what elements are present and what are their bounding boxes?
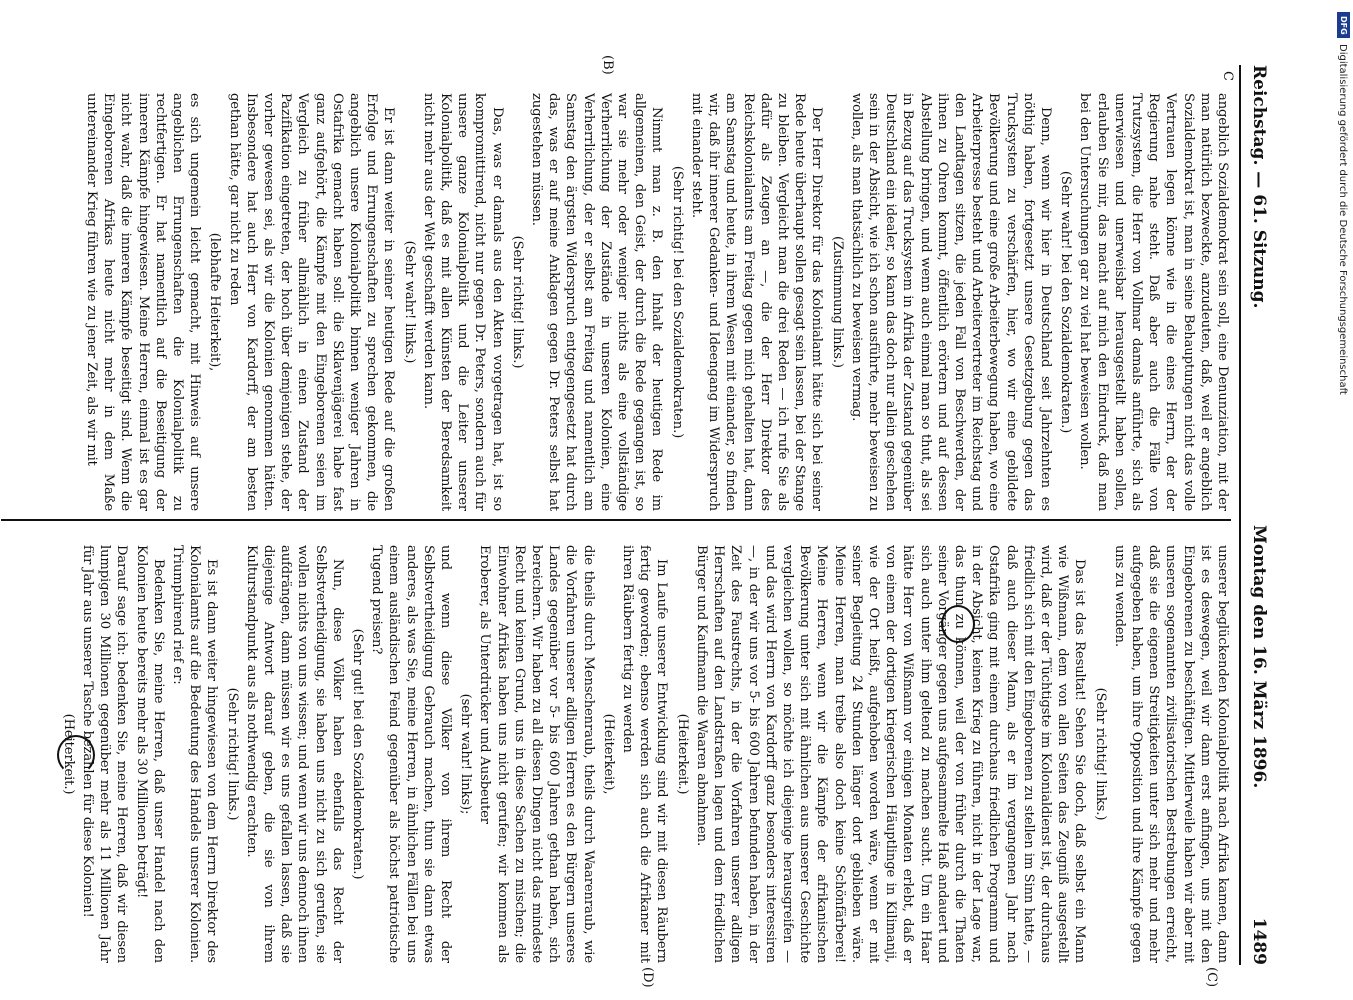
header-date: Montag den 16. März 1896. bbox=[1249, 525, 1269, 789]
interjection: (Sehr wahr! bei den Sozialdemokraten.) bbox=[1058, 170, 1074, 434]
interjection: (Sehr richtig! links.) bbox=[1092, 687, 1108, 821]
paragraph: Nun, diese Völker haben ebenfalls das Recht der Selbstvertheidigung, sie haben uns nicht zu sich gerufen, sie wollen nichts von uns wissen; und wenn wir uns dennoch ihnen aufdrängen, dann müssen wir es uns gefallen lassen, daß sie diejenige Antwort darauf geben, die sie von ihrem Kulturstandpunkt aus als nothwendig erachten. bbox=[243, 545, 345, 963]
interjection: (Zustimmung links.) bbox=[829, 236, 845, 368]
interjection: (Sehr richtig! links.) bbox=[224, 687, 240, 821]
margin-marker-d: (D) bbox=[640, 967, 655, 988]
margin-marker-top: C bbox=[1220, 71, 1235, 81]
paragraph: Er ist dann weiter in seiner heutigen Rede auf die großen Erfolge und Errungenschaften zu sprechen gekommen, die angeblich unsere Kolonialpolitik binnen weniger Jahren in Ostafrika gemacht haben soll: die Sklavenjägerei habe fast ganz aufgehört, die Kämpfe mit den Eingeborenen seien im Vergleich zu früher allmählich in einen Zustand der Pazifikation eingetreten, der hoch über demjenigen stehe, der vorher gewesen sei, als wir die Kolonien genommen hätten. Insbesondere hat auch Herr von Kardorff, der am besten gethan hätte, gar nicht zu reden bbox=[226, 93, 397, 511]
paragraph: Denn, wenn wir hier in Deutschland seit Jahrzehnten es nöthig haben, fortgesetzt unsere Gesetzgebung gegen das Trucksystem zu verschärfen, hier, wo wir eine gebildete Bevölkerung und eine große Arbeiterbewegung haben, wo eine Arbeiterpresse besteht und Arbeitervertreter im Reichstag und den Landtagen sitzen, die jeden Fall von Beschwerden, der ihnen zu Ohren kommt, öffentlich erörtern und auf dessen Abstellung bringen, und wenn auch einmal man so thut, als sei in Bezug auf das Trucksystem in Afrika der Zustand gegenüber Deutschland ein idealer, so kann das doch nur allein geschehen sein in der Absicht, wie ich schon ausführte, mehr beweisen zu wollen, als man thatsächlich zu beweisen vermag. bbox=[848, 93, 1053, 511]
margin-marker-c: (C) bbox=[1204, 967, 1219, 988]
column-divider bbox=[1, 519, 1231, 521]
interjection: (Heiterkeit.) bbox=[674, 713, 690, 795]
pen-mark-circle bbox=[941, 605, 975, 643]
paragraph: angeblich Sozialdemokrat sein soll, eine Denunziation, mit der man natürlich bezweckte, anzudeuten, daß, weil er angeblich Sozialdemokrat ist, man in seine Behauptungen nicht das volle Vertrauen legen könne wie in die eines Herrn, der der Regierung nahe steht. Daß aber auch die Fälle von Trutzsystem, die Herr von Vollmar damals anführte, sich als unerwiesen und unerweisbar herausgestellt haben sollen, erlauben Sie mir, das macht auf mich den Eindruck, daß man bei den Untersuchungen gar zu viel hat beweisen wollen. bbox=[1077, 93, 1230, 511]
paragraph: Es ist dann weiter hingewiesen von dem Herrn Direktor des Kolonialamts auf die Bedeutung des Handels unserer Kolonien. Triumphirend rief er: bbox=[170, 545, 220, 963]
paragraph: Der Herr Direktor für das Kolonialamt hätte sich bei seiner Rede heute überhaupt sollen gesagt sein lassen, bei der Stange zu bleiben. Vergleicht man die drei Reden — ich rufe Sie als dafür als Zeugen an —, die der Herr Direktor des Reichskolonialamts am Freitag gegen mich gehalten hat, dann am Samstag und heute, in ihrem Wesen mit einander, so finden wir, daß ihr innerer Gedanken- und Ideengang im Widerspruch mit einander steht. bbox=[688, 93, 825, 511]
paragraph: Im Laufe unserer Entwicklung sind wir mit diesen Räubern fertig geworden; ebenso werden sich auch die Afrikaner mit ihren Räubern fertig zu werden bbox=[620, 545, 670, 963]
paragraph: Darauf sage ich: bedenken Sie, meine Herren, daß wir diesen lumpigen 30 Millionen gegenüber mehr als 11 Millionen Jahr für Jahr aus unserer Tasche bezahlen für diese Kolonien! bbox=[80, 545, 130, 963]
paragraph: es sich ungemein leicht gemacht, mit Hinweis auf unsere angeblichen Errungenschaften die Kolonialpolitik zu rechtfertigen. Er hat namentlich auf die Beseitigung der inneren Kämpfe hingewiesen. Meine Herren, einmal ist es gar nicht wahr, daß die inneren Kämpfe beseitigt sind. Wenn die Eingeborenen Afrikas heute nicht mehr in dem Maße untereinander Krieg führen wie zu jener Zeit, als wir mit bbox=[84, 93, 203, 511]
paragraph: Das ist das Resultat! Sehen Sie doch, daß selbst ein Mann wie Wißmann, dem von allen Seiten das Zeugniß ausgestellt wird, daß er der Tüchtigste im Kolonialdienst ist, der durchaus friedlich sich mit den Eingeborenen zu stellen im Sinn hatte, — daß auch dieser Mann, als er im vergangenen Jahr nach Ostafrika ging mit einem durchaus friedlichen Programm und in der Absicht, keinen Krieg zu führen, nicht in der Lage war, das thun zu können, weil der von früher durch die Thaten seiner Vorgänger gegen uns aufgesammelte Haß andauert und sich auch unter ihm geltend zu machen sucht. Um ein Haar hätte Herr von Wißmann vor einigen Monaten erlebt, daß er von einem der dortigen kriegerischen Häuptlinge in Kilimanji, wie der Ort heißt, aufgehoben worden wäre, wenn er mit seiner Begleitung 24 Stunden länger dort geblieben wäre. Meine Herren, man treibe also doch keine Schönfärberei! Meine Herren, wenn wir die Kämpfe der afrikanischen Bevölkerung unter sich mit ähnlichen aus unserer Geschichte vergleichen wollen, so möchte ich diejenige herausgreifen — und das wird Herrn von Kardorff ganz besonders interessiren —, in der wir uns vor 5- bis 600 Jahren befunden haben, in der Zeit des Faustrechts, in der die Vorfahren unserer adligen Herrschaften auf den Landstraßen lagen und dem friedlichen Bürger und Kaufmann die Waaren abnahmen. bbox=[693, 545, 1088, 963]
dfg-logo: DFG bbox=[1337, 12, 1350, 38]
interjection: (Heiterkeit.) bbox=[60, 713, 76, 795]
header-session: Reichstag. — 61. Sitzung. bbox=[1249, 65, 1269, 309]
interjection: (Sehr richtig! bei den Sozialdemokraten.) bbox=[669, 165, 685, 439]
paragraph: unserer beglückenden Kolonialpolitik nach Afrika kamen, dann ist es deswegen, weil wir dann erst anfingen, uns mit den Eingeborenen zu beschäftigen. Mittlerweile haben wir aber mit unseren sogenannten zivilisatorischen Bestrebungen erreicht, daß sie die eigenen Streitigkeiten unter sich mehr und mehr aufgegeben haben, um ihre Opposition und ihre Kämpfe gegen uns zu wenden. bbox=[1111, 545, 1230, 963]
scan-credit-sidebar bbox=[1336, 8, 1352, 998]
pen-mark-circle bbox=[57, 735, 95, 775]
interjection: (Sehr gut! bei den Sozialdemokraten.) bbox=[350, 628, 366, 880]
digitization-credit: Digitalisierung gefördert durch die Deutsche Forschungsgemeinschaft bbox=[1337, 44, 1348, 395]
interjection: (Sehr richtig! links.) bbox=[509, 235, 525, 369]
paragraph: Bedenken Sie, meine Herren, daß unser Handel nach den Kolonien heute bereits mehr als 30 Millionen beträgt! bbox=[133, 545, 166, 963]
page-header bbox=[1239, 65, 1275, 965]
interjection: (sehr wahr! links); bbox=[458, 693, 474, 815]
document-page bbox=[0, 5, 1275, 995]
interjection: (Sehr wahr! links.) bbox=[401, 240, 417, 364]
paragraph: Nimmt man z. B. den Inhalt der heutigen Rede im allgemeinen, den Geist, der durch die Rede gegangen ist, so war sie mehr oder weniger nichts als eine vollständige Verherrlichung der Zustände in unseren Kolonien, eine Verherrlichung, der er selbst am Freitag und namentlich am Samstag den ärgsten Widerspruch entgegengesetzt hat durch das, was er auf meine Anklagen gegen Dr. Peters selbst hat zugestehen müssen. bbox=[529, 93, 665, 511]
paragraph: Das, was er damals aus den Akten vorgetragen hat, ist so kompromittirend, nicht nur gegen Dr. Peters, sondern auch für unsere ganze Kolonialpolitik und die Leiter unserer Kolonialpolitik, daß es mit allen Künsten der Beredsamkeit nicht mehr aus der Welt geschafft werden kann. bbox=[420, 93, 505, 511]
paragraph: die theils durch Menschenraub, theils durch Waarenraub, wie die Vorfahren unserer adligen Herren es den Bürgern unseres Landes gegenüber vor 5- bis 600 Jahren gethan haben, sich bereichern. Wir haben zu all diesen Dingen nicht das mindeste Recht und keinen Grund, uns in diese Sachen zu mischen; die Einwohner Afrikas haben uns nicht gerufen; wir kommen als Eroberer, als Unterdrücker und Ausbeuter bbox=[477, 545, 596, 963]
text-column-right bbox=[1, 545, 1231, 963]
interjection: (Heiterkeit), bbox=[600, 713, 616, 795]
text-column-left bbox=[1, 93, 1231, 511]
header-page-number: 1489 bbox=[1249, 917, 1269, 965]
margin-marker-b: (B) bbox=[600, 55, 615, 75]
interjection: (lebhafte Heiterkeit), bbox=[207, 232, 223, 372]
paragraph: und wenn diese Völker von ihrem Recht der Selbstvertheidigung Gebrauch machen, thun sie dann etwas anderes, als was Sie, meine Herren, in ähnlichen Fällen bei uns einem ausländischen Feind gegenüber als höchst patriotische Tugend preisen? bbox=[369, 545, 454, 963]
